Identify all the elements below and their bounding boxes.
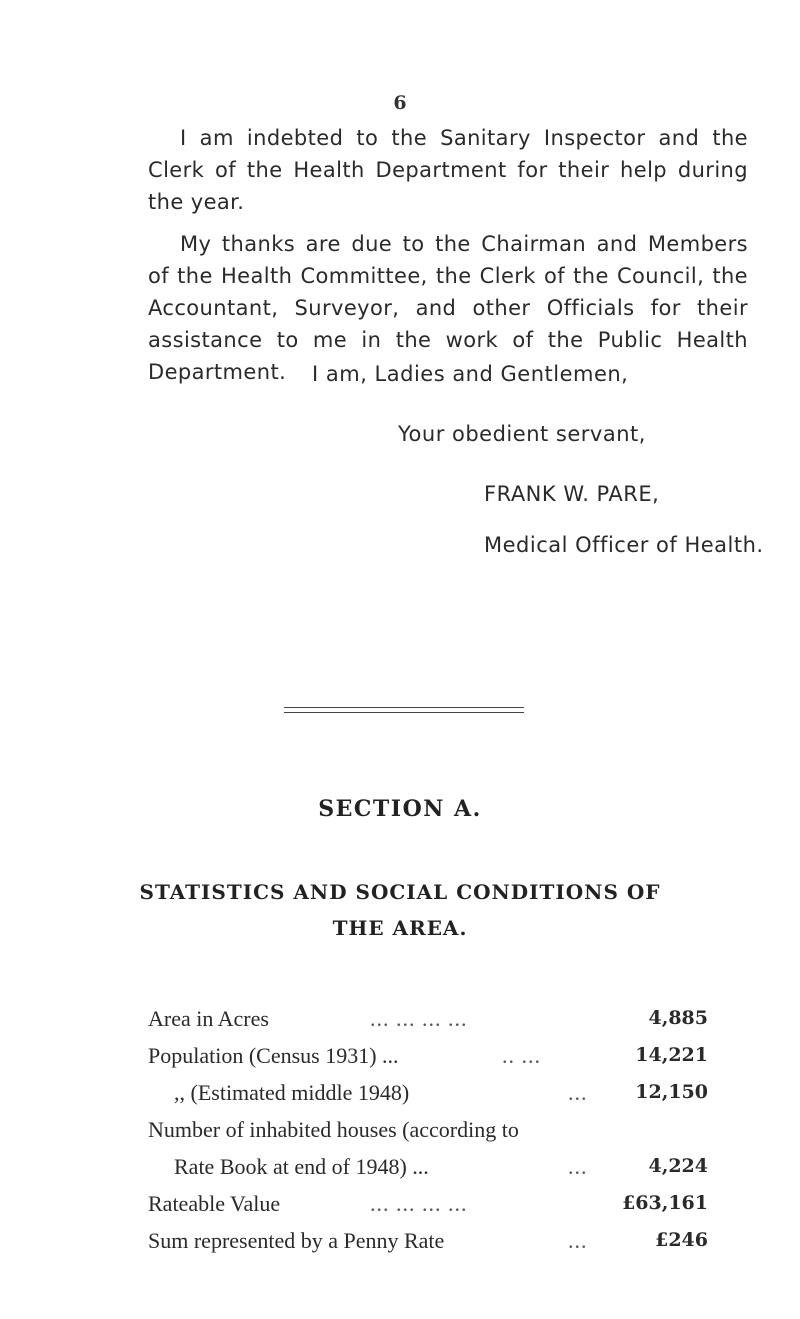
closing-salutation: I am, Ladies and Gentlemen, (312, 362, 629, 386)
stat-value: 4,224 (648, 1155, 708, 1177)
stat-value: 12,150 (635, 1081, 708, 1103)
stat-value: 14,221 (635, 1044, 708, 1066)
leader-dots: .. ... (502, 1043, 541, 1068)
stat-row-inhabited-houses (148, 1111, 708, 1185)
stat-value: £246 (655, 1229, 708, 1251)
stat-value: 4,885 (648, 1007, 708, 1029)
closing-valediction: Your obedient servant, (398, 422, 646, 446)
section-subheading: STATISTICS AND SOCIAL CONDITIONS OF (139, 880, 661, 904)
stat-label: Sum represented by a Penny Rate (148, 1228, 445, 1253)
signatory-title: Medical Officer of Health. (484, 533, 764, 557)
paragraph-thanks: My thanks are due to the Chairman and Members of the Health Committee, the Clerk of the Council, the Accountant, Surveyor, and other Officials for their assistance to me in the work of the Public Health Department. (148, 232, 748, 384)
statistics-table (148, 1000, 708, 1259)
leader-dots: ... ... ... ... (370, 1191, 468, 1216)
divider-rule (284, 707, 524, 708)
stat-label-continued: Rate Book at end of 1948) ... (174, 1154, 429, 1179)
stat-row-rateable-value (148, 1185, 708, 1222)
divider-rule (284, 712, 524, 713)
section-subheading: THE AREA. (332, 916, 468, 940)
page-number: 6 (393, 92, 407, 114)
stat-row-population-census (148, 1037, 708, 1074)
stat-row-penny-rate (148, 1222, 708, 1259)
signatory-name: FRANK W. PARE, (484, 482, 660, 506)
stat-label: Population (Census 1931) ... (148, 1043, 399, 1068)
leader-dots: ... (568, 1228, 588, 1253)
stat-label: Area in Acres (148, 1006, 269, 1031)
leader-dots: ... (568, 1080, 588, 1105)
stat-label: Number of inhabited houses (according to (148, 1117, 519, 1142)
paragraph-indebted: I am indebted to the Sanitary Inspector and the Clerk of the Health Department for their help during the year. (148, 126, 748, 214)
stat-row-population-estimated (148, 1074, 708, 1111)
stat-value: £63,161 (622, 1192, 708, 1214)
section-heading: SECTION A. (318, 796, 482, 822)
leader-dots: ... ... ... ... (370, 1006, 468, 1031)
stat-row-area (148, 1000, 708, 1037)
stat-label: Rateable Value (148, 1191, 281, 1216)
stat-label: ,, (Estimated middle 1948) (174, 1080, 410, 1105)
leader-dots: ... (568, 1154, 588, 1179)
